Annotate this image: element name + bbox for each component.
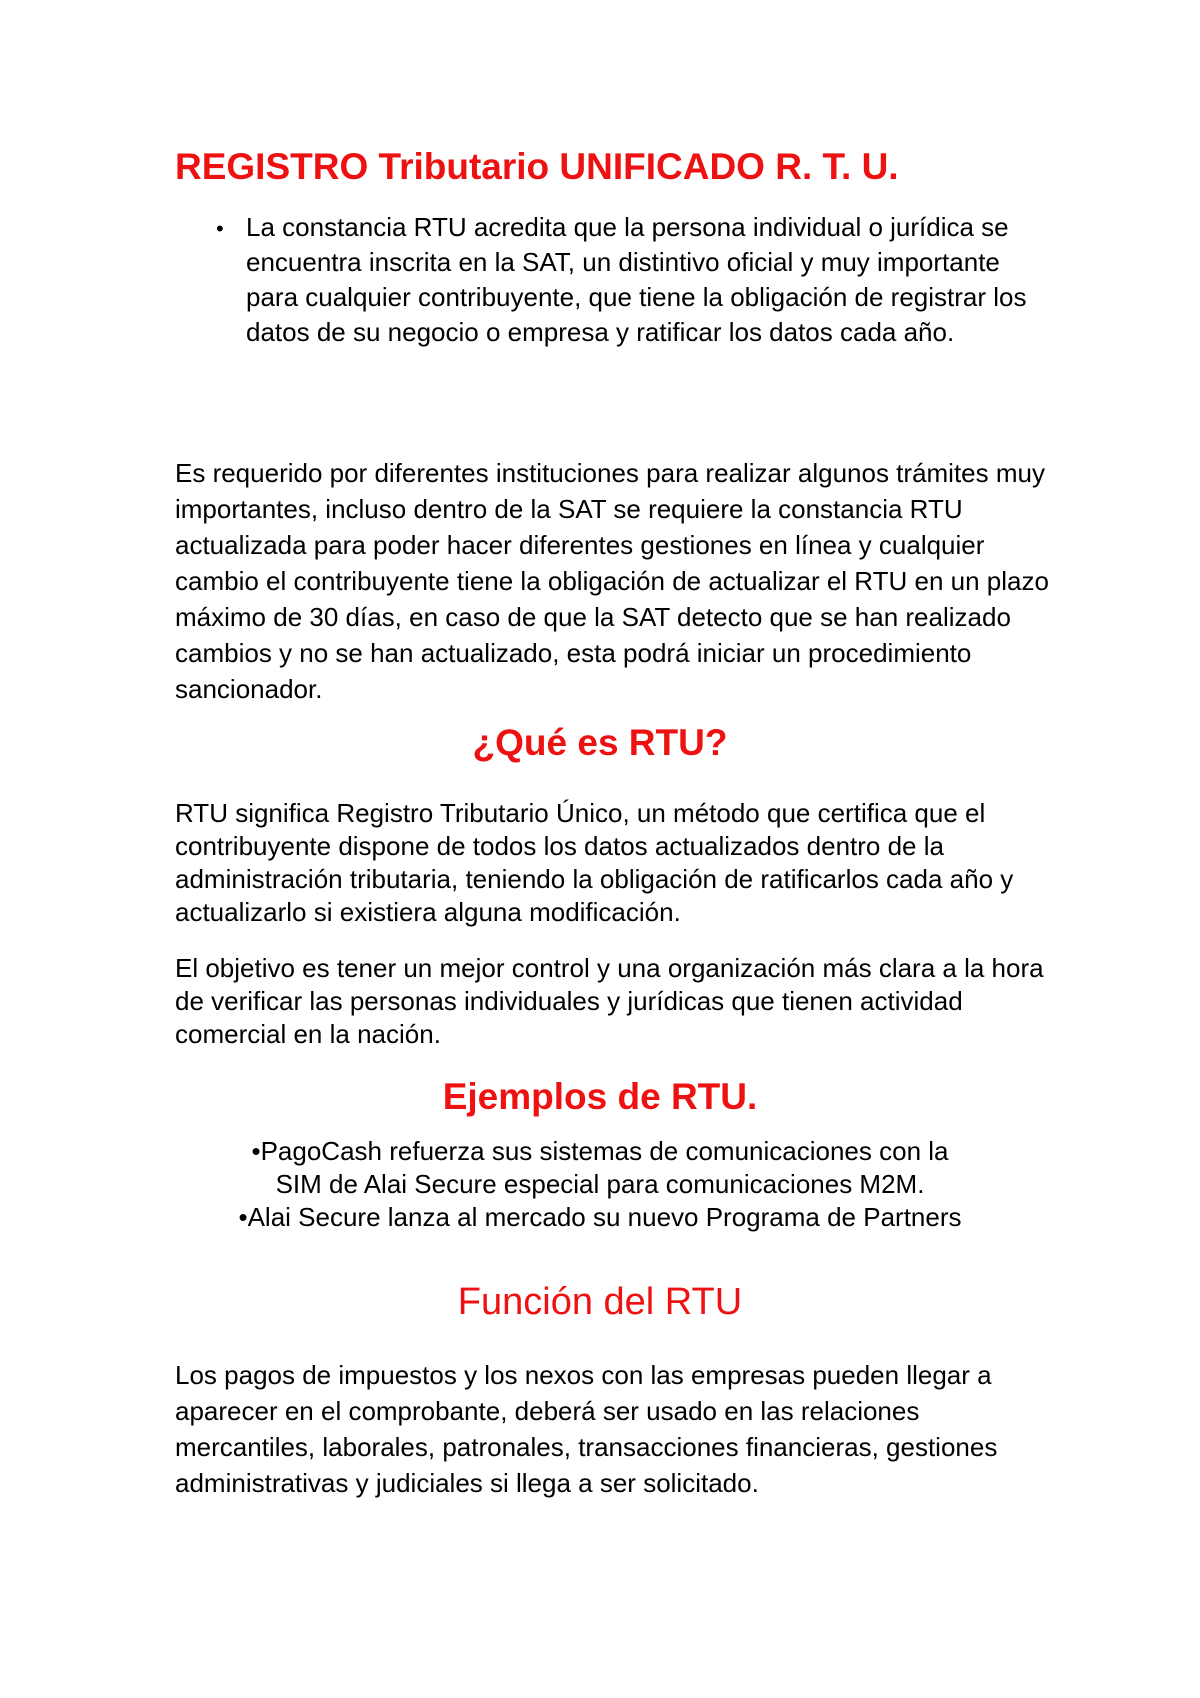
requirement-paragraph: Es requerido por diferentes instituciones para realizar algunos trámites muy importantes, incluso dentro de la SAT se requiere la constancia RTU actualizada para poder hacer diferentes gestiones en línea y cualquier cambio el contribuyente tiene la obligación de actualizar el RTU en un plazo máximo de 30 días, en caso de que la SAT detecto que se han realizado cambios y no se han actualizado, esta podrá iniciar un procedimiento sancionador. [175, 458, 1049, 704]
intro-bullet-text: La constancia RTU acredita que la persona individual o jurídica se encuentra inscrita en la SAT, un distintivo oficial y muy importante para cualquier contribuyente, que tiene la obligación de registrar los datos de su negocio o empresa y ratificar los datos cada año. [246, 212, 1027, 347]
funcion-heading: Función del RTU [457, 1281, 743, 1323]
que-es-rtu-heading: ¿Qué es RTU? [472, 722, 728, 763]
examples-list [0, 1135, 1200, 1234]
funcion-paragraph: Los pagos de impuestos y los nexos con las empresas pueden llegar a aparecer en el comprobante, deberá ser usado en las relaciones mercantiles, laborales, patronales, transacciones financieras, gestiones administrativas y judiciales si llega a ser solicitado. [175, 1360, 998, 1498]
example-item-1-line-1: •PagoCash refuerza sus sistemas de comunicaciones con la [251, 1136, 949, 1166]
example-item-2: •Alai Secure lanza al mercado su nuevo Programa de Partners [238, 1202, 962, 1232]
rtu-definition-paragraph: RTU significa Registro Tributario Único, un método que certifica que el contribuyente dispone de todos los datos actualizados dentro de la administración tributaria, teniendo la obligación de ratificarlos cada año y actualizarlo si existiera alguna modificación. [175, 798, 1014, 927]
main-heading: REGISTRO Tributario UNIFICADO R. T. U. [175, 146, 899, 187]
bullet-marker: • [216, 216, 224, 241]
example-item-1-line-2: SIM de Alai Secure especial para comunicaciones M2M. [275, 1169, 925, 1199]
rtu-objective-paragraph: El objetivo es tener un mejor control y una organización más clara a la hora de verificar las personas individuales y jurídicas que tienen actividad comercial en la nación. [175, 953, 1044, 1049]
ejemplos-heading: Ejemplos de RTU. [442, 1076, 758, 1117]
